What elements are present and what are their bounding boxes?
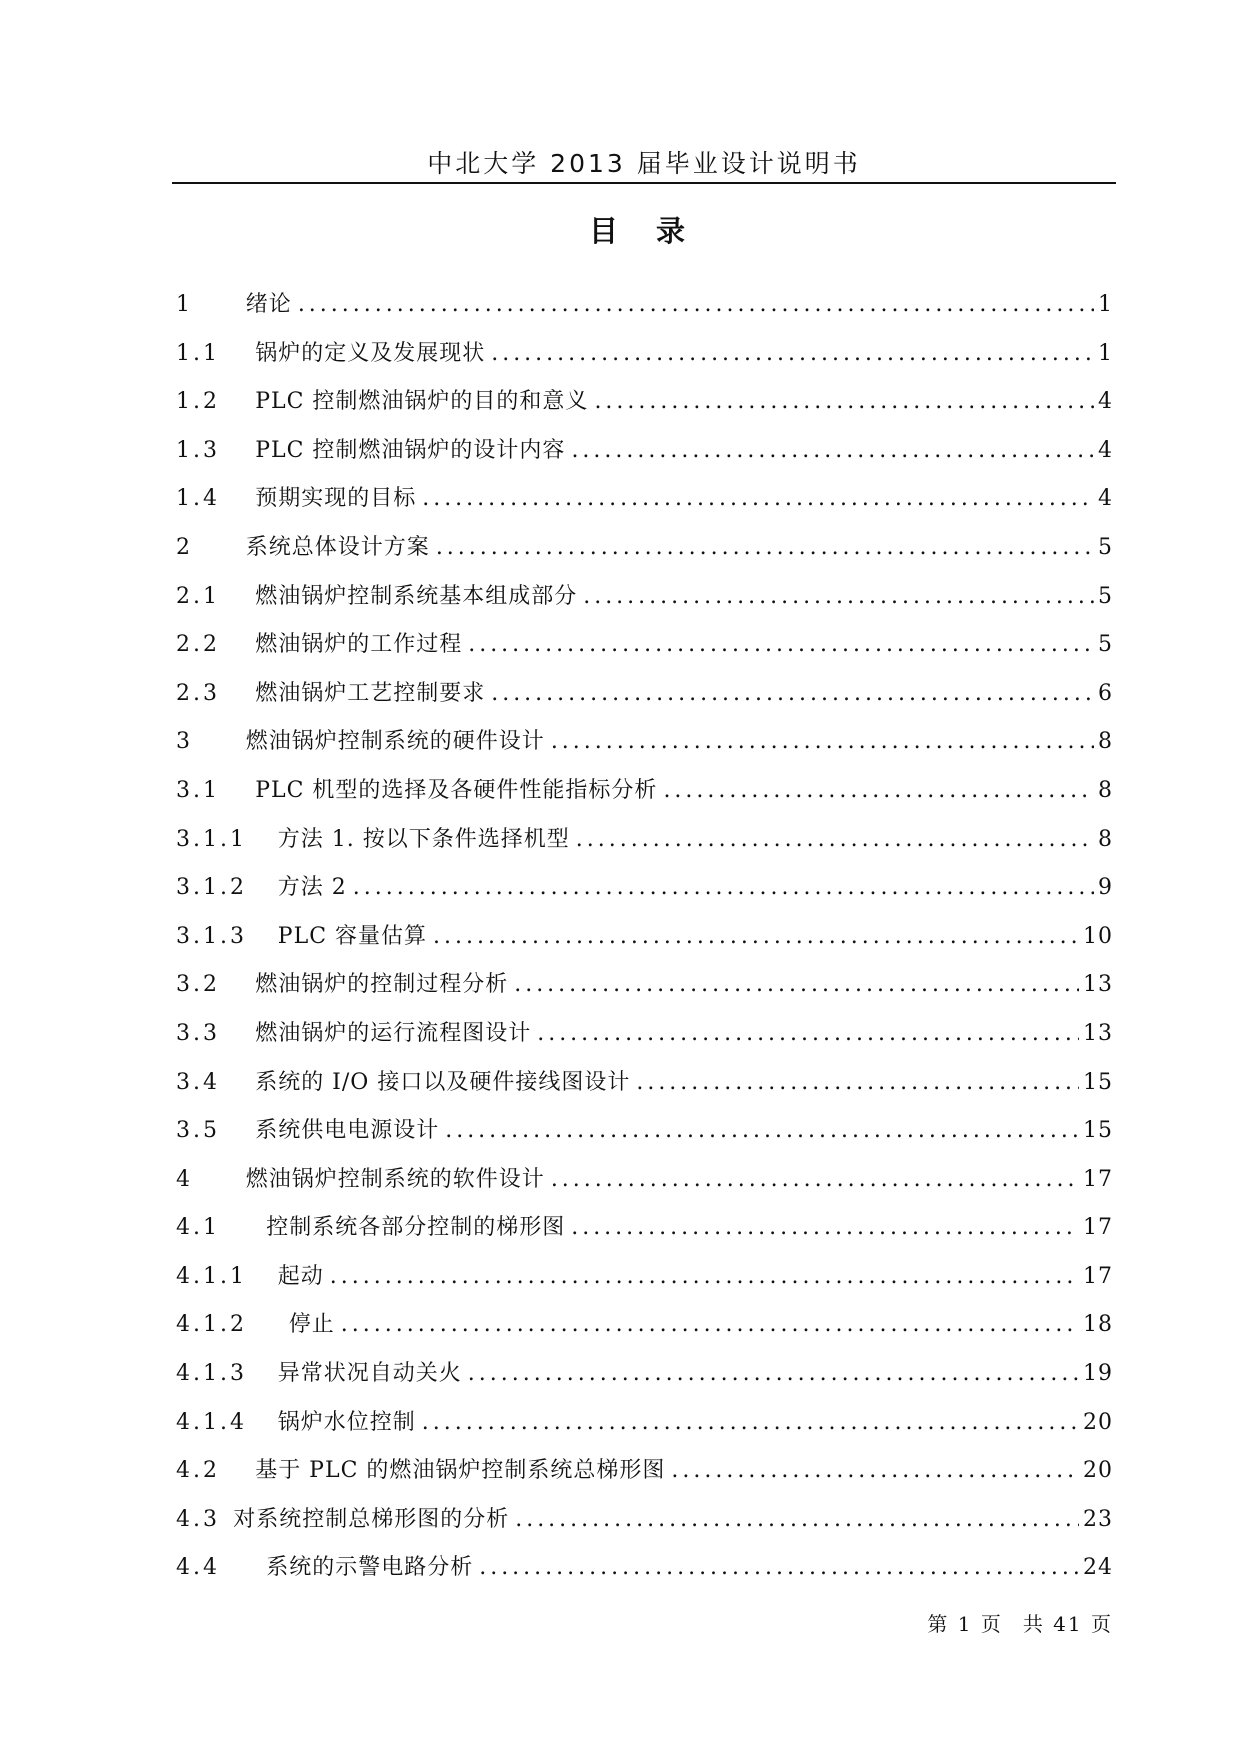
toc-entry-title: 燃油锅炉的工作过程: [255, 632, 463, 658]
toc-entry-page: 4: [1098, 389, 1113, 415]
toc-entry[interactable]: [176, 920, 1113, 969]
toc-entry-page: 13: [1083, 972, 1113, 998]
toc-entry-page: 4: [1098, 486, 1113, 512]
toc-entry-page: 17: [1083, 1263, 1113, 1289]
toc-entry-page: 5: [1098, 632, 1113, 658]
toc-entry-number: 4.1.4: [176, 1409, 247, 1435]
toc-entry-title: 系统的示警电路分析: [266, 1555, 474, 1581]
toc-entry-title: PLC 控制燃油锅炉的设计内容: [255, 437, 566, 463]
toc-entry-number: 2.2: [176, 632, 220, 658]
toc-dot-leader: [479, 1551, 1079, 1585]
toc-entry[interactable]: [176, 1357, 1113, 1406]
toc-dot-leader: [636, 1066, 1079, 1100]
toc-dot-leader: [422, 1406, 1079, 1440]
toc-entry-page: 1: [1098, 340, 1113, 366]
toc-entry[interactable]: [176, 1406, 1113, 1455]
toc-entry-number: 4.1.3: [176, 1361, 247, 1387]
toc-entry-page: 20: [1083, 1458, 1113, 1484]
toc-entry-number: 1.4: [176, 486, 220, 512]
running-header-title: 中北大学 2013 届毕业设计说明书: [427, 149, 861, 178]
toc-entry-title: PLC 机型的选择及各硬件性能指标分析: [255, 777, 658, 803]
toc-entry-title: 锅炉水位控制: [277, 1409, 416, 1435]
toc-entry-number: 2.1: [176, 583, 220, 609]
toc-entry-title: PLC 控制燃油锅炉的目的和意义: [255, 389, 589, 415]
toc-entry-title: 方法 1. 按以下条件选择机型: [277, 826, 570, 852]
toc-entry-page: 20: [1083, 1409, 1113, 1435]
toc-entry-page: 5: [1098, 583, 1113, 609]
toc-dot-leader: [341, 1308, 1079, 1342]
toc-entry-number: 4.1: [176, 1215, 220, 1241]
toc-entry-page: 8: [1098, 826, 1113, 852]
toc-dot-leader: [491, 337, 1094, 371]
toc-entry-number: 4: [176, 1166, 193, 1192]
toc-dot-leader: [514, 968, 1079, 1002]
toc-entry-number: 3.1.3: [176, 923, 247, 949]
toc-dot-leader: [671, 1454, 1079, 1488]
toc-dot-leader: [330, 1260, 1079, 1294]
toc-dot-leader: [445, 1114, 1079, 1148]
toc-dot-leader: [422, 482, 1094, 516]
toc-entry-page: 8: [1098, 777, 1113, 803]
toc-entry[interactable]: [176, 1260, 1113, 1309]
toc-entry-title: 预期实现的目标: [255, 486, 417, 512]
toc-entry[interactable]: [176, 1017, 1113, 1066]
toc-entry[interactable]: [176, 531, 1113, 580]
toc-entry[interactable]: [176, 677, 1113, 726]
toc-entry-page: 17: [1083, 1215, 1113, 1241]
toc-dot-leader: [515, 1503, 1079, 1537]
toc-entry-number: 1.2: [176, 389, 220, 415]
toc-entry[interactable]: [176, 1308, 1113, 1357]
toc-entry-page: 24: [1083, 1555, 1113, 1581]
toc-entry-title: 基于 PLC 的燃油锅炉控制系统总梯形图: [255, 1458, 666, 1484]
toc-entry-number: 3.1.2: [176, 875, 247, 901]
toc-dot-leader: [468, 1357, 1079, 1391]
toc-dot-leader: [571, 1211, 1079, 1245]
toc-entry-page: 15: [1083, 1069, 1113, 1095]
table-of-contents: [176, 288, 1113, 1600]
toc-entry-page: 15: [1083, 1118, 1113, 1144]
toc-entry-page: 5: [1098, 534, 1113, 560]
toc-entry-number: 4.2: [176, 1458, 220, 1484]
toc-dot-leader: [468, 628, 1094, 662]
toc-entry-title: 异常状况自动关火: [277, 1361, 462, 1387]
toc-entry-title: 系统供电电源设计: [255, 1118, 440, 1144]
toc-entry[interactable]: [176, 580, 1113, 629]
toc-dot-leader: [298, 288, 1094, 322]
toc-dot-leader: [551, 1163, 1079, 1197]
toc-entry-number: 4.1.1: [176, 1263, 247, 1289]
toc-entry-title: 锅炉的定义及发展现状: [255, 340, 486, 366]
toc-entry[interactable]: [176, 482, 1113, 531]
toc-entry[interactable]: [176, 774, 1113, 823]
toc-entry-title: 燃油锅炉的运行流程图设计: [255, 1020, 532, 1046]
toc-entry-page: 18: [1083, 1312, 1113, 1338]
toc-entry-page: 10: [1083, 923, 1113, 949]
toc-entry-number: 3.3: [176, 1020, 220, 1046]
toc-dot-leader: [663, 774, 1094, 808]
toc-entry-title: 绪论: [245, 292, 292, 317]
toc-entry-title: 起动: [277, 1263, 324, 1289]
toc-dot-leader: [571, 434, 1094, 468]
toc-entry[interactable]: [176, 1163, 1113, 1212]
toc-entry-number: 1.3: [176, 437, 220, 463]
toc-entry-number: 3.5: [176, 1118, 220, 1144]
toc-entry-page: 1: [1098, 292, 1113, 317]
toc-entry-number: 3.1.1: [176, 826, 247, 852]
toc-dot-leader: [551, 725, 1094, 759]
toc-entry-title: 系统总体设计方案: [245, 534, 430, 560]
toc-entry-page: 17: [1083, 1166, 1113, 1192]
toc-entry[interactable]: [176, 288, 1113, 337]
toc-dot-leader: [583, 580, 1094, 614]
toc-entry-number: 4.1.2: [176, 1312, 247, 1338]
header-rule: [172, 182, 1116, 184]
toc-dot-leader: [491, 677, 1094, 711]
toc-entry[interactable]: [176, 385, 1113, 434]
toc-entry-title: PLC 容量估算: [277, 923, 428, 949]
toc-entry-page: 13: [1083, 1020, 1113, 1046]
toc-entry-number: 2.3: [176, 680, 220, 706]
toc-entry-title: 停止: [288, 1312, 335, 1338]
toc-dot-leader: [537, 1017, 1079, 1051]
toc-entry-title: 燃油锅炉控制系统的软件设计: [245, 1166, 545, 1192]
toc-dot-leader: [436, 531, 1094, 565]
toc-entry-number: 4.4: [176, 1555, 220, 1581]
toc-entry[interactable]: [176, 1503, 1113, 1552]
toc-entry-title: 燃油锅炉的控制过程分析: [255, 972, 509, 998]
toc-entry[interactable]: [176, 823, 1113, 872]
toc-entry-number: 2: [176, 534, 193, 560]
toc-entry-page: 4: [1098, 437, 1113, 463]
toc-entry[interactable]: [176, 968, 1113, 1017]
toc-entry[interactable]: [176, 434, 1113, 483]
toc-entry-title: 控制系统各部分控制的梯形图: [266, 1215, 566, 1241]
toc-entry[interactable]: [176, 871, 1113, 920]
toc-entry-number: 1: [176, 292, 193, 317]
toc-title: 目 录: [588, 214, 700, 248]
toc-dot-leader: [594, 385, 1094, 419]
toc-entry[interactable]: [176, 337, 1113, 386]
toc-entry[interactable]: [176, 725, 1113, 774]
toc-entry-title: 燃油锅炉控制系统的硬件设计: [245, 729, 545, 755]
toc-dot-leader: [576, 823, 1094, 857]
toc-entry[interactable]: [176, 1066, 1113, 1115]
toc-entry-title: 系统的 I/O 接口以及硬件接线图设计: [255, 1069, 631, 1095]
page-number-label: 第 1 页: [927, 1612, 1003, 1636]
page-footer: [927, 1610, 1113, 1638]
toc-entry-number: 3.1: [176, 777, 220, 803]
toc-entry-number: 1.1: [176, 340, 220, 366]
toc-entry-page: 19: [1083, 1361, 1113, 1387]
toc-entry[interactable]: [176, 628, 1113, 677]
toc-entry-title: 方法 2: [277, 875, 347, 901]
toc-entry-page: 23: [1083, 1506, 1113, 1532]
page-total-label: 共 41 页: [1022, 1612, 1113, 1636]
toc-entry-number: 3.4: [176, 1069, 220, 1095]
toc-entry[interactable]: [176, 1551, 1113, 1600]
toc-dot-leader: [353, 871, 1094, 905]
toc-entry[interactable]: [176, 1114, 1113, 1163]
toc-entry[interactable]: [176, 1454, 1113, 1503]
toc-entry-page: 6: [1098, 680, 1113, 706]
toc-entry-number: 3.2: [176, 972, 220, 998]
toc-entry-page: 9: [1098, 875, 1113, 901]
toc-entry-title: 对系统控制总梯形图的分析: [233, 1506, 510, 1532]
toc-entry-number: 3: [176, 729, 193, 755]
toc-entry[interactable]: [176, 1211, 1113, 1260]
toc-entry-title: 燃油锅炉工艺控制要求: [255, 680, 486, 706]
toc-entry-number: 4.3: [176, 1506, 220, 1532]
toc-entry-page: 8: [1098, 729, 1113, 755]
toc-dot-leader: [433, 920, 1079, 954]
toc-entry-title: 燃油锅炉控制系统基本组成部分: [255, 583, 578, 609]
